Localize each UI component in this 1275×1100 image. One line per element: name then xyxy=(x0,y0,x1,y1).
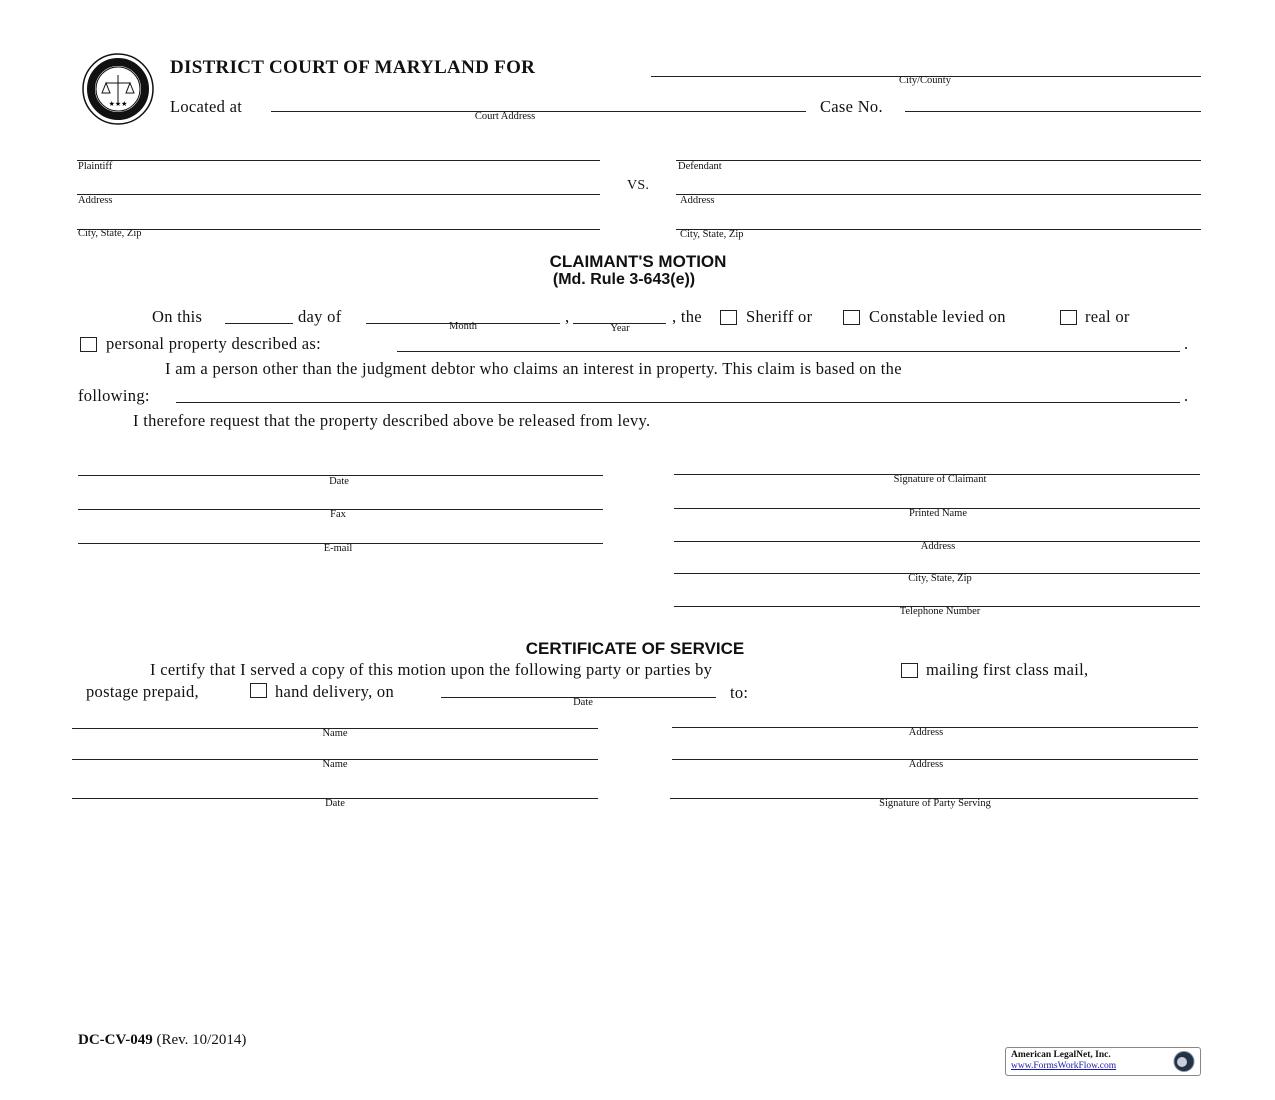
postage-label: postage prepaid, xyxy=(86,682,199,701)
defendant-address-field[interactable] xyxy=(676,194,1201,195)
defendant-field[interactable] xyxy=(676,160,1201,161)
service-date-label: Date xyxy=(573,697,593,708)
plaintiff-address-field[interactable] xyxy=(77,194,600,195)
plaintiff-label: Plaintiff xyxy=(78,161,113,172)
the-label: , the xyxy=(672,307,702,326)
telephone-label: Telephone Number xyxy=(899,606,981,617)
property-description-field[interactable] xyxy=(397,351,1180,352)
party-serving-signature-label: Signature of Party Serving xyxy=(879,798,991,809)
hand-delivery-checkbox[interactable] xyxy=(250,683,267,698)
claimant-signature-label: Signature of Claimant xyxy=(893,474,987,485)
city-county-label: City/County xyxy=(899,75,951,86)
vendor-logo[interactable] xyxy=(1005,1047,1201,1076)
plaintiff-city-field[interactable] xyxy=(77,229,600,230)
court-address-field[interactable] xyxy=(271,111,806,112)
hand-delivery-label: hand delivery, on xyxy=(275,682,395,701)
day-of-label: day of xyxy=(298,307,342,326)
month-label: Month xyxy=(448,321,478,332)
on-this-label: On this xyxy=(152,307,203,326)
period: . xyxy=(1184,334,1189,353)
defendant-city-field[interactable] xyxy=(676,229,1201,230)
cert-date-label: Date xyxy=(325,798,345,809)
form-number-code: DC-CV-049 xyxy=(78,1032,153,1048)
following-label: following: xyxy=(78,386,150,405)
defendant-city-label: City, State, Zip xyxy=(680,229,744,240)
plaintiff-field[interactable] xyxy=(77,160,600,161)
court-seal-icon xyxy=(82,53,154,125)
request-text: I therefore request that the property described above be released from levy. xyxy=(133,411,651,430)
motion-rule: (Md. Rule 3-643(e)) xyxy=(552,271,696,288)
party-address-label: Address xyxy=(908,727,944,738)
day-field[interactable] xyxy=(225,323,293,324)
year-label: Year xyxy=(610,323,630,334)
svg-text:★★★: ★★★ xyxy=(108,100,128,108)
constable-checkbox[interactable] xyxy=(843,310,860,325)
party-name-label: Name xyxy=(322,728,348,739)
claimant-address-label: Address xyxy=(920,541,956,552)
real-label: real or xyxy=(1085,307,1130,326)
located-at-label: Located at xyxy=(170,97,243,116)
party-name-label: Name xyxy=(322,759,348,770)
court-address-label: Court Address xyxy=(474,111,536,122)
case-no-label: Case No. xyxy=(820,97,883,116)
party-address-label: Address xyxy=(908,759,944,770)
email-label: E-mail xyxy=(323,543,353,554)
sheriff-checkbox[interactable] xyxy=(720,310,737,325)
defendant-address-label: Address xyxy=(680,195,715,206)
real-property-checkbox[interactable] xyxy=(1060,310,1077,325)
plaintiff-address-label: Address xyxy=(78,195,113,206)
court-title: DISTRICT COURT OF MARYLAND FOR xyxy=(170,57,536,78)
constable-label: Constable levied on xyxy=(869,307,1006,326)
printed-name-label: Printed Name xyxy=(908,508,968,519)
to-label: to: xyxy=(730,683,749,702)
vs-label: VS. xyxy=(627,178,650,193)
date-label: Date xyxy=(329,476,349,487)
fax-label: Fax xyxy=(330,509,346,520)
personal-label: personal property described as: xyxy=(106,334,322,353)
mail-checkbox[interactable] xyxy=(901,663,918,678)
case-no-field[interactable] xyxy=(905,111,1201,112)
certificate-title: CERTIFICATE OF SERVICE xyxy=(525,639,745,658)
personal-property-checkbox[interactable] xyxy=(80,337,97,352)
form-number xyxy=(78,1032,246,1049)
claimant-city-label: City, State, Zip xyxy=(908,573,972,584)
claim-text: I am a person other than the judgment debtor who claims an interest in property. This claim is based on the xyxy=(165,359,902,378)
comma: , xyxy=(565,307,570,326)
period: . xyxy=(1184,386,1189,405)
sheriff-label: Sheriff or xyxy=(746,307,813,326)
mailing-label: mailing first class mail, xyxy=(926,660,1089,679)
claim-basis-field[interactable] xyxy=(176,402,1180,403)
revision: (Rev. 10/2014) xyxy=(156,1032,247,1048)
vendor-link[interactable]: www.FormsWorkFlow.com xyxy=(1011,1061,1117,1071)
vendor-name: American LegalNet, Inc. xyxy=(1011,1050,1111,1060)
motion-title: CLAIMANT'S MOTION xyxy=(549,252,727,271)
defendant-label: Defendant xyxy=(678,161,722,172)
plaintiff-city-label: City, State, Zip xyxy=(78,228,142,239)
certify-text: I certify that I served a copy of this motion upon the following party or parties by xyxy=(150,660,713,679)
globe-icon xyxy=(1172,1050,1196,1073)
